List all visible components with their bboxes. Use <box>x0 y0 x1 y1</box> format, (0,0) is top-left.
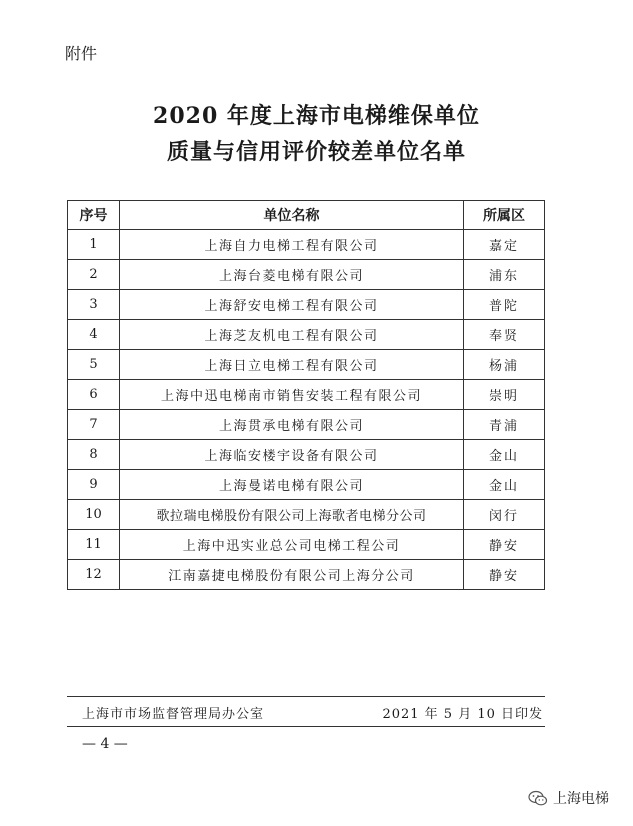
row-seq: 6 <box>68 380 120 410</box>
row-unit-name: 上海贯承电梯有限公司 <box>120 410 464 440</box>
row-unit-name: 上海自力电梯工程有限公司 <box>120 230 464 260</box>
row-unit-name: 上海芝友机电工程有限公司 <box>120 320 464 350</box>
row-seq: 1 <box>68 230 120 260</box>
unit-list-table <box>67 200 545 590</box>
print-date: 2021 年 5 月 10 日印发 <box>382 707 543 722</box>
table-row <box>68 230 545 260</box>
row-unit-name: 江南嘉捷电梯股份有限公司上海分公司 <box>120 560 464 590</box>
row-unit-name: 歌拉瑞电梯股份有限公司上海歌者电梯分公司 <box>120 500 464 530</box>
document-title-line2: 质量与信用评价较差单位名单 <box>166 139 466 165</box>
table-header-row <box>68 201 545 230</box>
table-row <box>68 350 545 380</box>
table-row <box>68 410 545 440</box>
row-district: 静安 <box>464 560 545 590</box>
table-row <box>68 500 545 530</box>
row-unit-name: 上海日立电梯工程有限公司 <box>120 350 464 380</box>
footer-top-rule <box>67 696 545 697</box>
row-seq: 11 <box>68 530 120 560</box>
row-seq: 5 <box>68 350 120 380</box>
watermark-text: 上海电梯 <box>553 791 609 807</box>
row-seq: 4 <box>68 320 120 350</box>
table-row <box>68 560 545 590</box>
table-row <box>68 320 545 350</box>
page-number: — 4 — <box>82 736 128 752</box>
table-row <box>68 530 545 560</box>
row-district: 普陀 <box>464 290 545 320</box>
row-district: 奉贤 <box>464 320 545 350</box>
row-unit-name: 上海中迅电梯南市销售安装工程有限公司 <box>120 380 464 410</box>
row-seq: 10 <box>68 500 120 530</box>
row-district: 嘉定 <box>464 230 545 260</box>
row-seq: 3 <box>68 290 120 320</box>
source-watermark <box>528 788 609 808</box>
column-header-district: 所属区 <box>464 201 545 230</box>
row-unit-name: 上海台菱电梯有限公司 <box>120 260 464 290</box>
table-row <box>68 290 545 320</box>
table-row <box>68 440 545 470</box>
row-unit-name: 上海临安楼宇设备有限公司 <box>120 440 464 470</box>
row-seq: 12 <box>68 560 120 590</box>
row-seq: 8 <box>68 440 120 470</box>
row-district: 金山 <box>464 440 545 470</box>
table-row <box>68 380 545 410</box>
footer-bottom-rule <box>67 726 545 727</box>
row-district: 杨浦 <box>464 350 545 380</box>
row-district: 金山 <box>464 470 545 500</box>
table-row <box>68 470 545 500</box>
row-unit-name: 上海曼诺电梯有限公司 <box>120 470 464 500</box>
document-title-line1: 2020 年度上海市电梯维保单位 <box>153 103 480 129</box>
table-row <box>68 260 545 290</box>
row-district: 崇明 <box>464 380 545 410</box>
row-district: 青浦 <box>464 410 545 440</box>
row-district: 浦东 <box>464 260 545 290</box>
column-header-unit-name: 单位名称 <box>120 201 464 230</box>
issuer-name: 上海市市场监督管理局办公室 <box>82 707 265 722</box>
row-district: 静安 <box>464 530 545 560</box>
attachment-label: 附件 <box>65 44 98 63</box>
row-seq: 9 <box>68 470 120 500</box>
row-seq: 7 <box>68 410 120 440</box>
row-district: 闵行 <box>464 500 545 530</box>
row-seq: 2 <box>68 260 120 290</box>
row-unit-name: 上海舒安电梯工程有限公司 <box>120 290 464 320</box>
column-header-seq: 序号 <box>68 201 120 230</box>
row-unit-name: 上海中迅实业总公司电梯工程公司 <box>120 530 464 560</box>
wechat-icon <box>528 790 548 807</box>
